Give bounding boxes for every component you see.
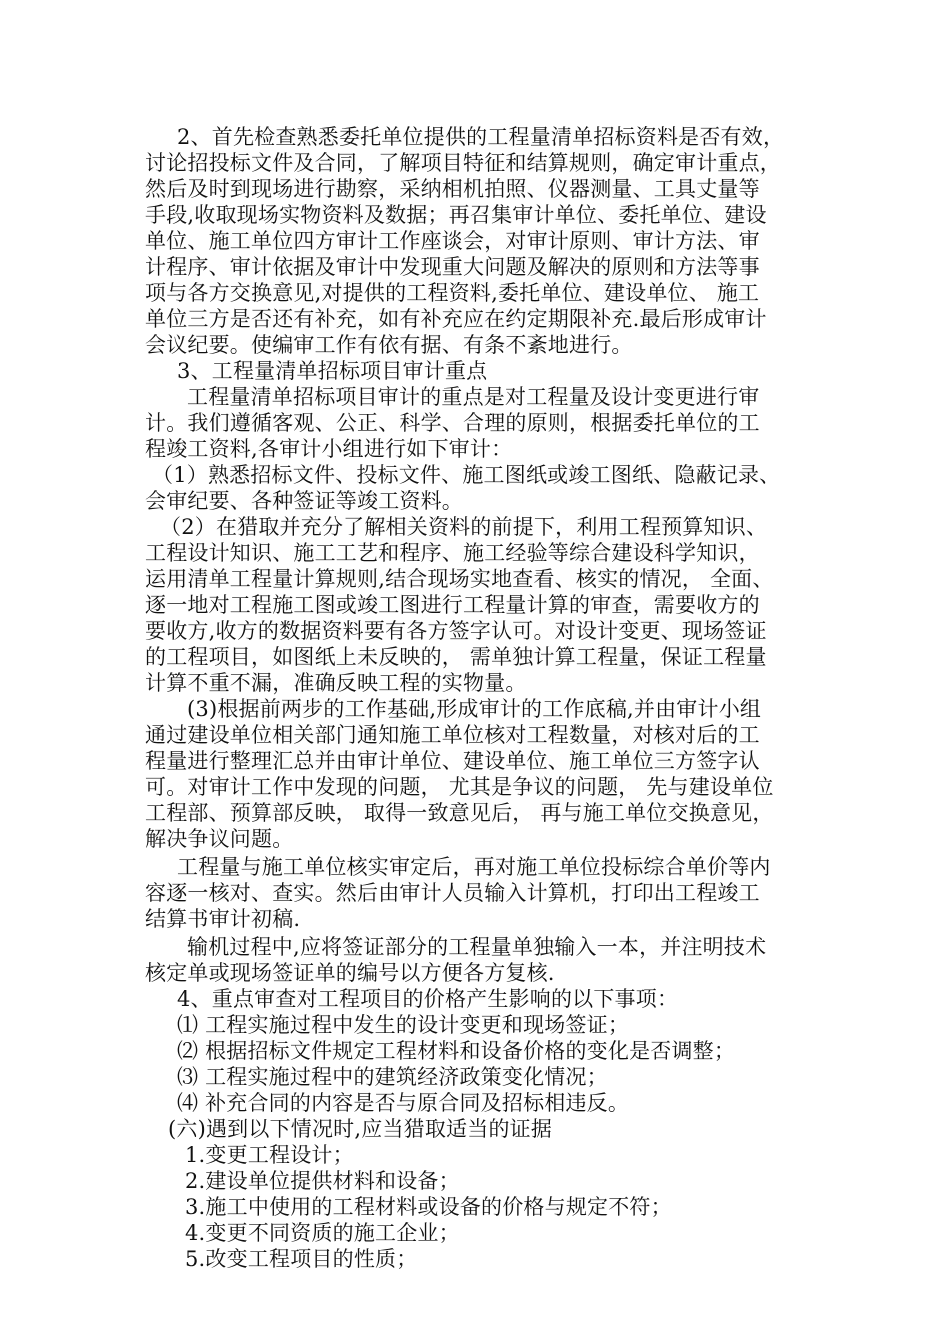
section-heading: 4、重点审查对工程项目的价格产生影响的以下事项：: [177, 987, 679, 1011]
text-line: 计程序、审计依据及审计中发现重大问题及解决的原则和方法等事: [145, 255, 760, 279]
text-line: 工程量与施工单位核实审定后，再对施工单位投标综合单价等内: [177, 855, 771, 879]
text-line: （2）在猎取并充分了解相关资料的前提下，利用工程预算知识、: [160, 515, 768, 539]
text-line: 程竣工资料,各审计小组进行如下审计：: [145, 437, 513, 461]
text-line: 单位三方是否还有补充，如有补充应在约定期限补充.最后形成审计: [145, 307, 767, 331]
list-item: 4.变更不同资质的施工企业；: [185, 1221, 460, 1245]
list-item: 5.改变工程项目的性质；: [185, 1247, 418, 1271]
text-line: 工程量清单招标项目审计的重点是对工程量及设计变更进行审: [187, 385, 760, 409]
text-line: 单位、施工单位四方审计工作座谈会，对审计原则、审计方法、审: [145, 229, 760, 253]
text-line: 核定单或现场签证单的编号以方便各方复核.: [145, 961, 555, 985]
text-line: 逐一地对工程施工图或竣工图进行工程量计算的审查，需要收方的: [145, 593, 760, 617]
list-item: 1.变更工程设计；: [185, 1143, 354, 1167]
text-line: 运用清单工程量计算规则,结合现场实地查看、核实的情况， 全面、: [145, 567, 774, 591]
text-line: 然后及时到现场进行勘察，采纳相机拍照、仪器测量、工具丈量等: [145, 177, 760, 201]
list-item: 2.建设单位提供材料和设备；: [185, 1169, 460, 1193]
text-line: 讨论招投标文件及合同，了解项目特征和结算规则，确定审计重点，: [145, 151, 781, 175]
list-item: 3.施工中使用的工程材料或设备的价格与规定不符；: [185, 1195, 672, 1219]
list-item: ⑶ 工程实施过程中的建筑经济政策变化情况；: [177, 1065, 608, 1089]
text-line: 输机过程中,应将签证部分的工程量单独输入一本，并注明技术: [187, 935, 767, 959]
text-line: 的工程项目，如图纸上未反映的， 需单独计算工程量，保证工程量: [145, 645, 767, 669]
text-line: 计。我们遵循客观、公正、科学、合理的原则，根据委托单位的工: [145, 411, 760, 435]
text-line: 可。对审计工作中发现的问题， 尤其是争议的问题， 先与建设单位: [145, 775, 774, 799]
text-line: 结算书审计初稿.: [145, 907, 301, 931]
text-line: 工程设计知识、施工工艺和程序、施工经验等综合建设科学知识，: [145, 541, 760, 565]
text-line: 项与各方交换意见,对提供的工程资料,委托单位、建设单位、 施工: [145, 281, 760, 305]
text-line: 程量进行整理汇总并由审计单位、建设单位、施工单位三方签字认: [145, 749, 760, 773]
text-line: 解决争议问题。: [145, 827, 294, 851]
text-line: 工程部、预算部反映， 取得一致意见后， 再与施工单位交换意见，: [145, 801, 774, 825]
section-heading: (六)遇到以下情况时,应当猎取适当的证据: [168, 1117, 553, 1141]
section-heading: 3、工程量清单招标项目审计重点: [177, 359, 488, 383]
text-line: 容逐一核对、查实。然后由审计人员输入计算机，打印出工程竣工: [145, 881, 760, 905]
text-line: 通过建设单位相关部门通知施工单位核对工程数量，对核对后的工: [145, 723, 760, 747]
text-line: 会议纪要。使编审工作有依有据、有条不紊地进行。: [145, 333, 633, 357]
text-line: (3)根据前两步的工作基础,形成审计的工作底稿,并由审计小组: [187, 697, 762, 721]
list-item: ⑷ 补充合同的内容是否与原合同及招标相违反。: [177, 1091, 630, 1115]
text-line: 会审纪要、各种签证等竣工资料。: [145, 489, 463, 513]
text-line: 2、首先检查熟悉委托单位提供的工程量清单招标资料是否有效，: [177, 125, 785, 149]
list-item: ⑵ 根据招标文件规定工程材料和设备价格的变化是否调整；: [177, 1039, 736, 1063]
text-line: 要收方,收方的数据资料要有各方签字认可。对设计变更、现场签证: [145, 619, 767, 643]
text-line: 计算不重不漏，准确反映工程的实物量。: [145, 671, 527, 695]
text-line: （1）熟悉招标文件、投标文件、施工图纸或竣工图纸、隐蔽记录、: [152, 463, 781, 487]
text-line: 手段,收取现场实物资料及数据；再召集审计单位、委托单位、建设: [145, 203, 767, 227]
list-item: ⑴ 工程实施过程中发生的设计变更和现场签证；: [177, 1013, 630, 1037]
